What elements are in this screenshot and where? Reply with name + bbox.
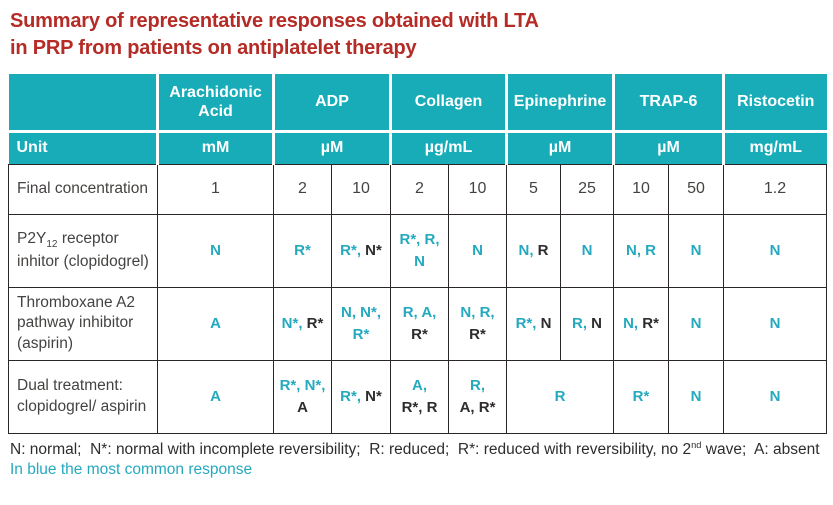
response-cell <box>449 360 507 433</box>
concentration-row <box>9 164 827 214</box>
common-response-value: R*, <box>515 314 537 332</box>
response-cell <box>274 214 332 287</box>
row-label: Dual treatment: clopidogrel/ aspirin <box>9 360 158 433</box>
common-response-value: R*, <box>340 387 361 405</box>
concentration-cell: 10 <box>449 164 507 214</box>
response-cell <box>507 287 561 360</box>
blue-note: In blue the most common response <box>10 460 253 478</box>
common-response-value: N <box>690 241 702 259</box>
common-response-value: N <box>769 387 781 405</box>
common-response-value: A <box>210 314 221 332</box>
unit-adp: µM <box>274 131 391 164</box>
common-response-value: R <box>554 387 566 405</box>
common-response-value: N <box>210 241 221 259</box>
response-cell <box>391 287 449 360</box>
response-cell <box>332 360 391 433</box>
response-value: R* <box>411 325 428 343</box>
response-value: R* <box>478 398 496 416</box>
concentration-cell: 50 <box>669 164 724 214</box>
response-cell <box>507 214 561 287</box>
common-response-value: R, <box>479 303 495 321</box>
response-value: A <box>297 398 308 416</box>
agonist-header-ristocetin: Ristocetin <box>724 74 827 131</box>
common-response-value: N*, <box>360 303 381 321</box>
agonist-header-arachidonic-acid: Arachidonic Acid <box>158 74 274 131</box>
common-response-value: R <box>645 241 657 259</box>
common-response-value: N, <box>623 314 639 332</box>
corner-cell <box>9 74 158 131</box>
response-cell <box>561 287 614 360</box>
table-row <box>9 287 827 360</box>
agonist-header-row <box>9 74 827 131</box>
common-response-value: R* <box>352 325 370 343</box>
table-row <box>9 360 827 433</box>
response-cell <box>332 214 391 287</box>
table-row <box>9 214 827 287</box>
common-response-value: R, <box>572 314 587 332</box>
agonist-header-epinephrine: Epinephrine <box>507 74 614 131</box>
concentration-cell: 5 <box>507 164 561 214</box>
title-line-2: in PRP from patients on antiplatelet therapy <box>10 37 417 59</box>
common-response-value: N <box>414 252 425 270</box>
concentration-cell: 1 <box>158 164 274 214</box>
response-value: R <box>426 398 438 416</box>
concentration-cell: 25 <box>561 164 614 214</box>
common-response-value: N, <box>518 241 534 259</box>
response-cell <box>158 360 274 433</box>
common-response-value: R* <box>294 241 311 259</box>
response-cell <box>158 214 274 287</box>
unit-epinephrine: µM <box>507 131 614 164</box>
common-response-value: R*, <box>340 241 361 259</box>
concentration-cell: 2 <box>391 164 449 214</box>
table-body <box>9 164 827 433</box>
response-cell <box>391 214 449 287</box>
response-value: N* <box>365 241 382 259</box>
response-cell <box>669 360 724 433</box>
common-response-value: N <box>581 241 593 259</box>
response-cell <box>449 214 507 287</box>
common-response-value: N, <box>460 303 476 321</box>
unit-row-label: Unit <box>9 131 158 164</box>
response-cell <box>449 287 507 360</box>
response-cell <box>274 287 332 360</box>
unit-row <box>9 131 827 164</box>
response-cell <box>614 214 669 287</box>
common-response-value: A, <box>421 303 437 321</box>
common-response-value: N*, <box>281 314 303 332</box>
response-cell <box>274 360 332 433</box>
common-response-value: N <box>769 241 781 259</box>
response-value: R <box>537 241 549 259</box>
response-cell <box>724 287 827 360</box>
response-value: R*, <box>401 398 423 416</box>
row-label: Thromboxane A2 pathway inhibitor (aspirin) <box>9 287 158 360</box>
response-value: R* <box>469 325 486 343</box>
response-cell <box>669 214 724 287</box>
title-line-1: Summary of representative responses obtained with LTA <box>10 10 539 32</box>
footnote <box>10 439 828 480</box>
common-response-value: N, <box>626 241 641 259</box>
common-response-value: N <box>690 387 702 405</box>
response-value: N <box>591 314 603 332</box>
page-title <box>10 8 833 62</box>
response-cell <box>561 214 614 287</box>
response-cell <box>724 360 827 433</box>
row-label: $P2Y_{12}$ receptor inhitor (clopidogrel) <box>9 214 158 287</box>
common-response-value: A, <box>412 376 427 394</box>
common-response-value: A <box>210 387 221 405</box>
concentration-cell: 10 <box>332 164 391 214</box>
response-value: N <box>540 314 552 332</box>
common-response-value: R, <box>470 376 485 394</box>
common-response-value: R, <box>424 230 440 248</box>
concentration-cell: 10 <box>614 164 669 214</box>
unit-ristocetin: mg/mL <box>724 131 827 164</box>
common-response-value: R, <box>402 303 418 321</box>
common-response-value: R* <box>632 387 650 405</box>
response-cell <box>158 287 274 360</box>
response-cell <box>507 360 614 433</box>
response-value: A, <box>459 398 475 416</box>
response-cell <box>669 287 724 360</box>
agonist-header-trap6: TRAP-6 <box>614 74 724 131</box>
common-response-value: R*, <box>399 230 421 248</box>
common-response-value: N <box>472 241 483 259</box>
unit-arachidonic-acid: mM <box>158 131 274 164</box>
response-cell <box>614 287 669 360</box>
response-cell <box>391 360 449 433</box>
response-cell <box>614 360 669 433</box>
response-value: N* <box>365 387 382 405</box>
unit-collagen: µg/mL <box>391 131 507 164</box>
common-response-value: R*, <box>279 376 301 394</box>
common-response-value: N <box>769 314 781 332</box>
legend-text: N: normal; N*: normal with incomplete reversibility; R: reduced; R*: reduced with reversibility, no 2nd wave; A: absent <box>10 439 820 458</box>
common-response-value: N <box>690 314 702 332</box>
response-cell <box>332 287 391 360</box>
concentration-cell: 1.2 <box>724 164 827 214</box>
common-response-value: N, <box>340 303 356 321</box>
row-label: Final concentration <box>9 164 158 214</box>
unit-trap6: µM <box>614 131 724 164</box>
concentration-cell: 2 <box>274 164 332 214</box>
response-value: R* <box>306 314 324 332</box>
response-value: R* <box>642 314 659 332</box>
lta-response-table <box>8 74 827 434</box>
common-response-value: N*, <box>304 376 326 394</box>
response-cell <box>724 214 827 287</box>
agonist-header-collagen: Collagen <box>391 74 507 131</box>
agonist-header-adp: ADP <box>274 74 391 131</box>
